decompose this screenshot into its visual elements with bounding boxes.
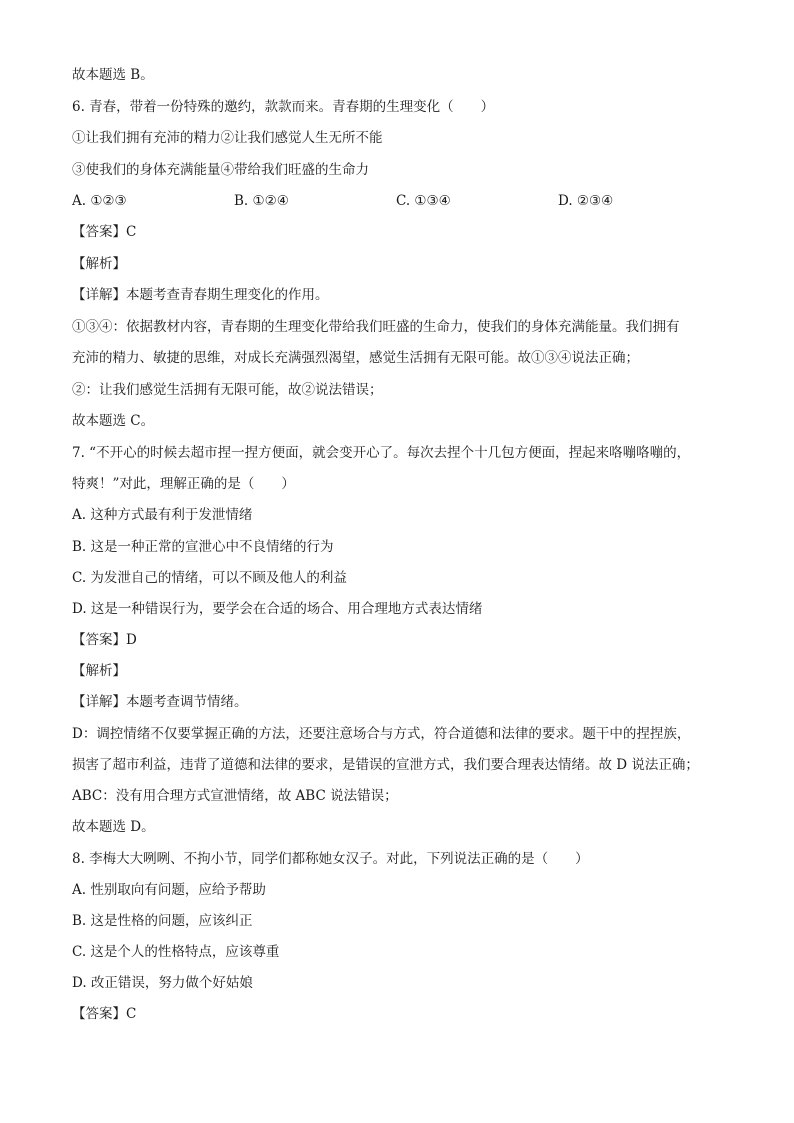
choice-a: A. 这种方式最有利于发泄情绪 <box>72 507 253 523</box>
choice-a: A. ①②③ <box>72 193 127 209</box>
choice-b: B. ①②④ <box>234 193 289 209</box>
choice-d: D. 这是一种错误行为，要学会在合适的场合、用合理地方式表达情绪 <box>72 601 483 617</box>
question-6-stem: 6. 青春，带着一份特殊的邀约，款款而来。青春期的生理变化（ ） <box>72 99 495 115</box>
detail-text: 损害了超市利益，违背了道德和法律的要求，是错误的宣泄方式，我们要合理表达情绪。故 D 说法正确； <box>72 757 699 773</box>
detail-text: ②：让我们感觉生活拥有无限可能，故②说法错误； <box>72 382 383 398</box>
question-7-stem: 特爽！”对此，理解正确的是（ ） <box>72 476 295 492</box>
choice-b: B. 这是性格的问题，应该纠正 <box>72 913 253 929</box>
detail-text: ABC：没有用合理方式宣泄情绪，故 ABC 说法错误； <box>72 788 398 804</box>
choice-b: B. 这是一种正常的宣泄心中不良情绪的行为 <box>72 539 334 555</box>
detail-text: 【详解】本题考查青春期生理变化的作用。 <box>72 287 329 303</box>
analysis-label: 【解析】 <box>72 256 126 272</box>
detail-text: ①③④：依据教材内容，青春期的生理变化带给我们旺盛的生命力，使我们的身体充满能量。我们拥有 <box>72 319 680 335</box>
choice-c: C. ①③④ <box>396 193 451 209</box>
analysis-label: 【解析】 <box>72 663 126 679</box>
question-8-stem: 8. 李梅大大咧咧、不拘小节，同学们都称她女汉子。对此，下列说法正确的是（ ） <box>72 851 589 867</box>
answer-label: 【答案】C <box>72 224 137 240</box>
detail-text: 【详解】本题考查调节情绪。 <box>72 694 248 710</box>
choice-d: D. 改正错误，努力做个好姑娘 <box>72 975 253 991</box>
question-6-statements-2: ③使我们的身体充满能量④带给我们旺盛的生命力 <box>72 162 369 178</box>
answer-label: 【答案】D <box>72 632 137 648</box>
choice-c: C. 为发泄自己的情绪，可以不顾及他人的利益 <box>72 570 347 586</box>
answer-label: 【答案】C <box>72 1006 137 1022</box>
choice-a: A. 性别取向有问题，应给予帮助 <box>72 882 266 898</box>
choice-c: C. 这是个人的性格特点，应该尊重 <box>72 944 280 960</box>
question-7-stem: 7. “不开心的时候去超市捏一捏方便面，就会变开心了。每次去捏个十几包方便面，捏起来咯嘣咯嘣的， <box>72 445 691 461</box>
text-line: 故本题选 D。 <box>72 819 155 835</box>
detail-text: D：调控情绪不仅要掌握正确的方法，还要注意场合与方式，符合道德和法律的要求。题干中的捏捏族， <box>72 726 691 742</box>
detail-text: 充沛的精力、敏捷的思维，对成长充满强烈渴望，感觉生活拥有无限可能。故①③④说法正确； <box>72 350 639 366</box>
choice-d: D. ②③④ <box>558 193 614 209</box>
text-line: 故本题选 B。 <box>72 67 154 83</box>
question-6-statements-1: ①让我们拥有充沛的精力②让我们感觉人生无所不能 <box>72 130 383 146</box>
text-line: 故本题选 C。 <box>72 413 155 429</box>
